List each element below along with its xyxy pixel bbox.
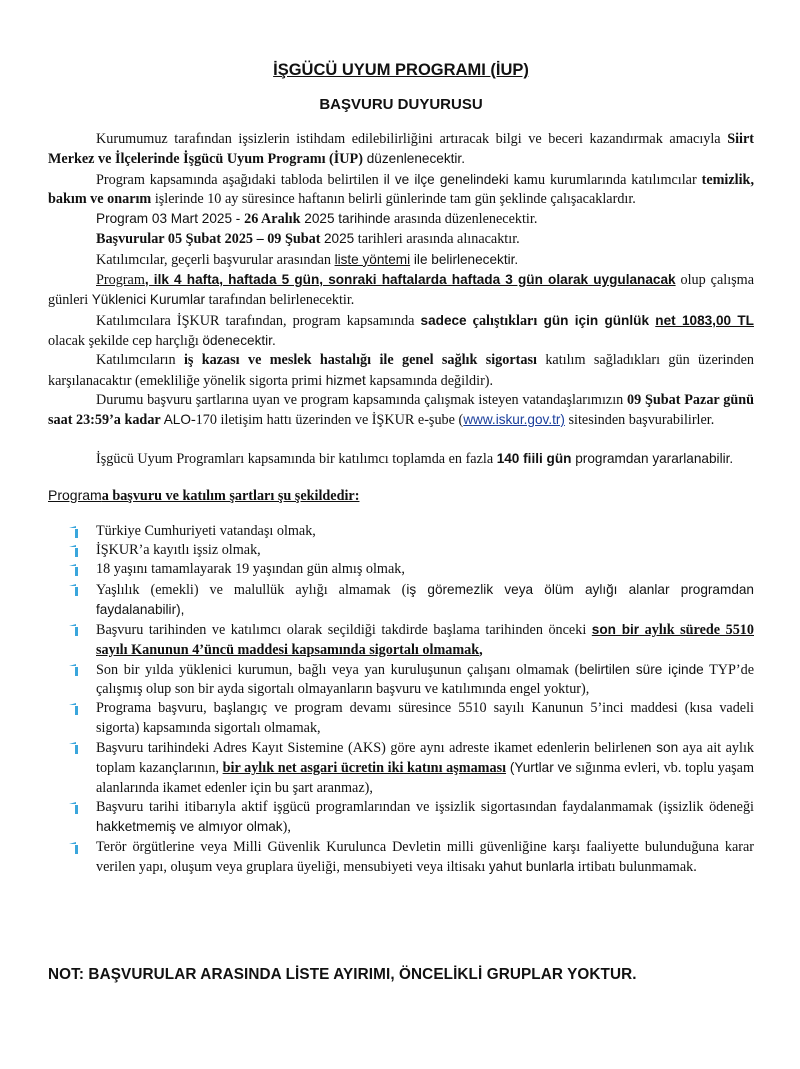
condition-item: 18 yaşını tamamlayarak 19 yaşından gün almış olmak,	[48, 560, 754, 579]
document-page	[48, 58, 754, 877]
paragraph-how-to-apply: Durumu başvuru şartlarına uyan ve program kapsamında çalışmak isteyen vatandaşlarımızın 09 Şubat Pazar günü saat 23:59’a kadar ALO-170 iletişim hattı üzerinden ve İŞKUR e-şube (www.iskur.gov.tr) sitesinden başvurabilirler.	[48, 391, 754, 429]
paragraph-program-intro: Kurumumuz tarafından işsizlerin istihdam edilebilirliğini artıracak bilgi ve beceri kazandırmak amacıyla Siirt Merkez ve İlçelerinde İşgücü Uyum Programı (İUP) düzenlenecektir.	[48, 131, 754, 168]
closing-note: NOT: BAŞVURULAR ARASINDA LİSTE AYIRIMI, ÖNCELİKLİ GRUPLAR YOKTUR.	[48, 966, 637, 983]
condition-item: Terör örgütlerine veya Milli Güvenlik Kurulunca Devletin milli güvenliğine karşı faaliyette bulunduğuna karar verilen yapı, oluşum veya gruplara üyeliği, mensubiyeti veya iltisakı yahut bunlarla irtibatı bulunmamak.	[48, 838, 754, 878]
paragraph-max-days: İşgücü Uyum Programları kapsamında bir katılımcı toplamda en fazla 140 fiili gün programdan yararlanabilir.	[96, 451, 734, 468]
paragraph-program-dates: Program 03 Mart 2025 - 26 Aralık 2025 tarihinde arasında düzenlenecektir.	[96, 211, 538, 228]
condition-item: Başvuru tarihindeki Adres Kayıt Sistemine (AKS) göre aynı adreste ikamet edenlerin belirlenen son aya ait aylık toplam kazançlarının, bir aylık net asgari ücretin iki katını aşmaması (Yurtlar ve sığınma evleri, vb. toplu yaşam alanlarında ikamet edenler için bu şart aranmaz),	[48, 738, 754, 798]
iskur-website-link[interactable]: www.iskur.gov.tr)	[463, 412, 565, 428]
list-bullet-icon	[68, 623, 80, 637]
condition-item: İŞKUR’a kayıtlı işsiz olmak,	[48, 541, 754, 560]
condition-item: Son bir yılda yüklenici kurumun, bağlı veya yan kuruluşunun çalışanı olmamak (belirtilen süre içinde TYP’de çalışmış olup son bir ayda sigortalı olmayanların başvuru ve katılımında engel yoktur),	[48, 660, 754, 700]
document-title: İŞGÜCÜ UYUM PROGRAMI (İUP)	[273, 61, 529, 79]
document-subtitle: BAŞVURU DUYURUSU	[319, 96, 483, 113]
list-bullet-icon	[68, 583, 80, 597]
announcement-body	[48, 130, 754, 470]
condition-item: Başvuru tarihinden ve katılımcı olarak seçildiği takdirde başlama tarihinden önceki son bir aylık sürede 5510 sayılı Kanunun 4’üncü maddesi kapsamında sigortalı olmamak,	[48, 620, 754, 660]
list-bullet-icon	[68, 801, 80, 815]
paragraph-work-schedule: Program, ilk 4 hafta, haftada 5 gün, sonraki haftalarda haftada 3 gün olarak uygulanacak olup çalışma günleri Yüklenici Kurumlar tarafından belirlenecektir.	[48, 272, 754, 309]
list-bullet-icon	[68, 663, 80, 677]
paragraph-insurance: Katılımcıların iş kazası ve meslek hastalığı ile genel sağlık sigortası katılım sağladıkları gün üzerinden karşılanacaktır (emekliliğe yönelik sigorta primi hizmet kapsamında değildir).	[48, 352, 754, 389]
paragraph-application-dates: Başvurular 05 Şubat 2025 – 09 Şubat 2025 tarihleri arasında alınacaktır.	[96, 231, 520, 248]
paragraph-program-scope: Program kapsamında aşağıdaki tabloda belirtilen il ve ilçe genelindeki kamu kurumlarında katılımcılar temizlik, bakım ve onarım işlerinde 10 ay süresince haftanın belirli günlerinde tam gün şeklinde çalışacaklardır.	[48, 171, 754, 207]
condition-item: Programa başvuru, başlangıç ve program devamı süresince 5510 sayılı Kanunun 5’inci maddesi (kısa vadeli sigorta) kapsamında sigortalı olmamak,	[48, 699, 754, 738]
list-bullet-icon	[68, 841, 80, 855]
conditions-heading: Programa başvuru ve katılım şartları şu şekildedir:	[48, 486, 360, 504]
conditions-list	[48, 522, 754, 877]
paragraph-spacer	[48, 430, 754, 449]
condition-item: Türkiye Cumhuriyeti vatandaşı olmak,	[48, 522, 754, 541]
list-bullet-icon	[68, 563, 80, 577]
list-bullet-icon	[68, 544, 80, 558]
list-bullet-icon	[68, 741, 80, 755]
list-bullet-icon	[68, 525, 80, 539]
condition-item: Yaşlılık (emekli) ve malullük aylığı almamak (iş göremezlik veya ölüm aylığı alanlar programdan faydalanabilir),	[48, 580, 754, 621]
list-bullet-icon	[68, 702, 80, 716]
condition-item: Başvuru tarihi itibarıyla aktif işgücü programlarından ve işsizlik sigortasından faydalanmamak (işsizlik ödeneği hakketmemiş ve almıyor olmak),	[48, 798, 754, 838]
paragraph-daily-allowance: Katılımcılara İŞKUR tarafından, program kapsamında sadece çalıştıkları gün için günlük net 1083,00 TL olacak şekilde cep harçlığı ödenecektir.	[48, 312, 754, 349]
paragraph-selection-method: Katılımcılar, geçerli başvurular arasından liste yöntemi ile belirlenecektir.	[96, 251, 519, 268]
